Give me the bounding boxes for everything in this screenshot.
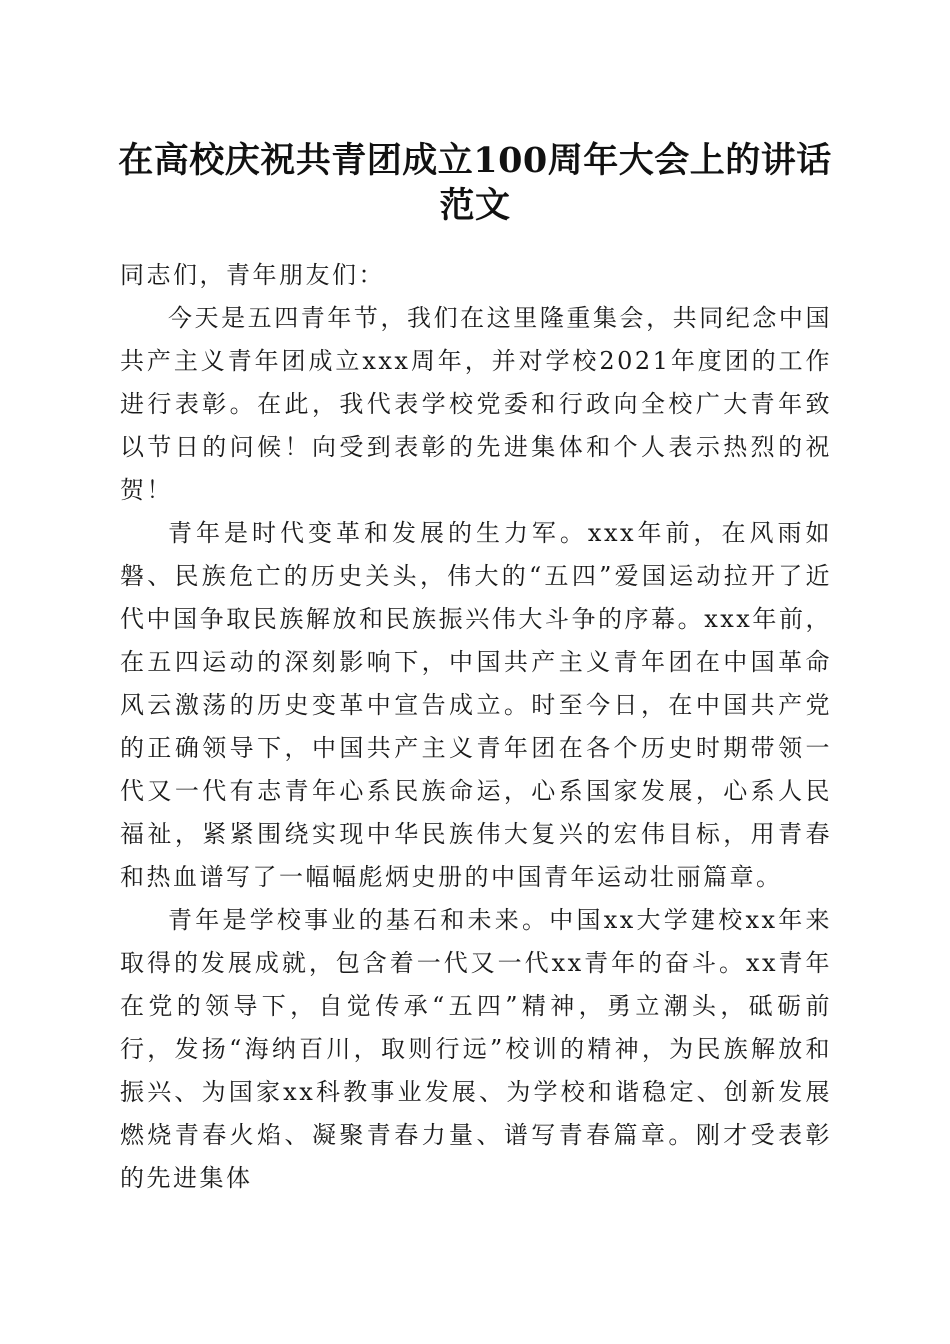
- document-title: [100, 138, 850, 228]
- salutation: 同志们，青年朋友们：: [120, 261, 385, 289]
- title-line-2: 范文: [439, 185, 511, 226]
- document-body: [120, 254, 832, 1200]
- paragraph-2: 青年是时代变革和发展的生力军。xxx年前，在风雨如磐、民族危亡的历史关头，伟大的“五四”爱国运动拉开了近代中国争取民族解放和民族振兴伟大斗争的序幕。xxx年前，在五四运动的深刻影响下，中国共产主义青年团在中国革命风云激荡的历史变革中宣告成立。时至今日，在中国共产党的正确领导下，中国共产主义青年团在各个历史时期带领一代又一代有志青年心系民族命运，心系国家发展，心系人民福祉，紧紧围绕实现中华民族伟大复兴的宏伟目标，用青春和热血谱写了一幅幅彪炳史册的中国青年运动壮丽篇章。: [120, 519, 832, 891]
- paragraph-1: 今天是五四青年节，我们在这里隆重集会，共同纪念中国共产主义青年团成立xxx周年，并对学校2021年度团的工作进行表彰。在此，我代表学校党委和行政向全校广大青年致以节日的问候！向受到表彰的先进集体和个人表示热烈的祝贺！: [120, 304, 832, 504]
- paragraph-3: 青年是学校事业的基石和未来。中国xx大学建校xx年来取得的发展成就，包含着一代又一代xx青年的奋斗。xx青年在党的领导下，自觉传承“五四”精神，勇立潮头，砥砺前行，发扬“海纳百川，取则行远”校训的精神，为民族解放和振兴、为国家xx科教事业发展、为学校和谐稳定、创新发展燃烧青春火焰、凝聚青春力量、谱写青春篇章。刚才受表彰的先进集体: [120, 906, 832, 1192]
- title-line-1: 在高校庆祝共青团成立100周年大会上的讲话: [118, 140, 832, 181]
